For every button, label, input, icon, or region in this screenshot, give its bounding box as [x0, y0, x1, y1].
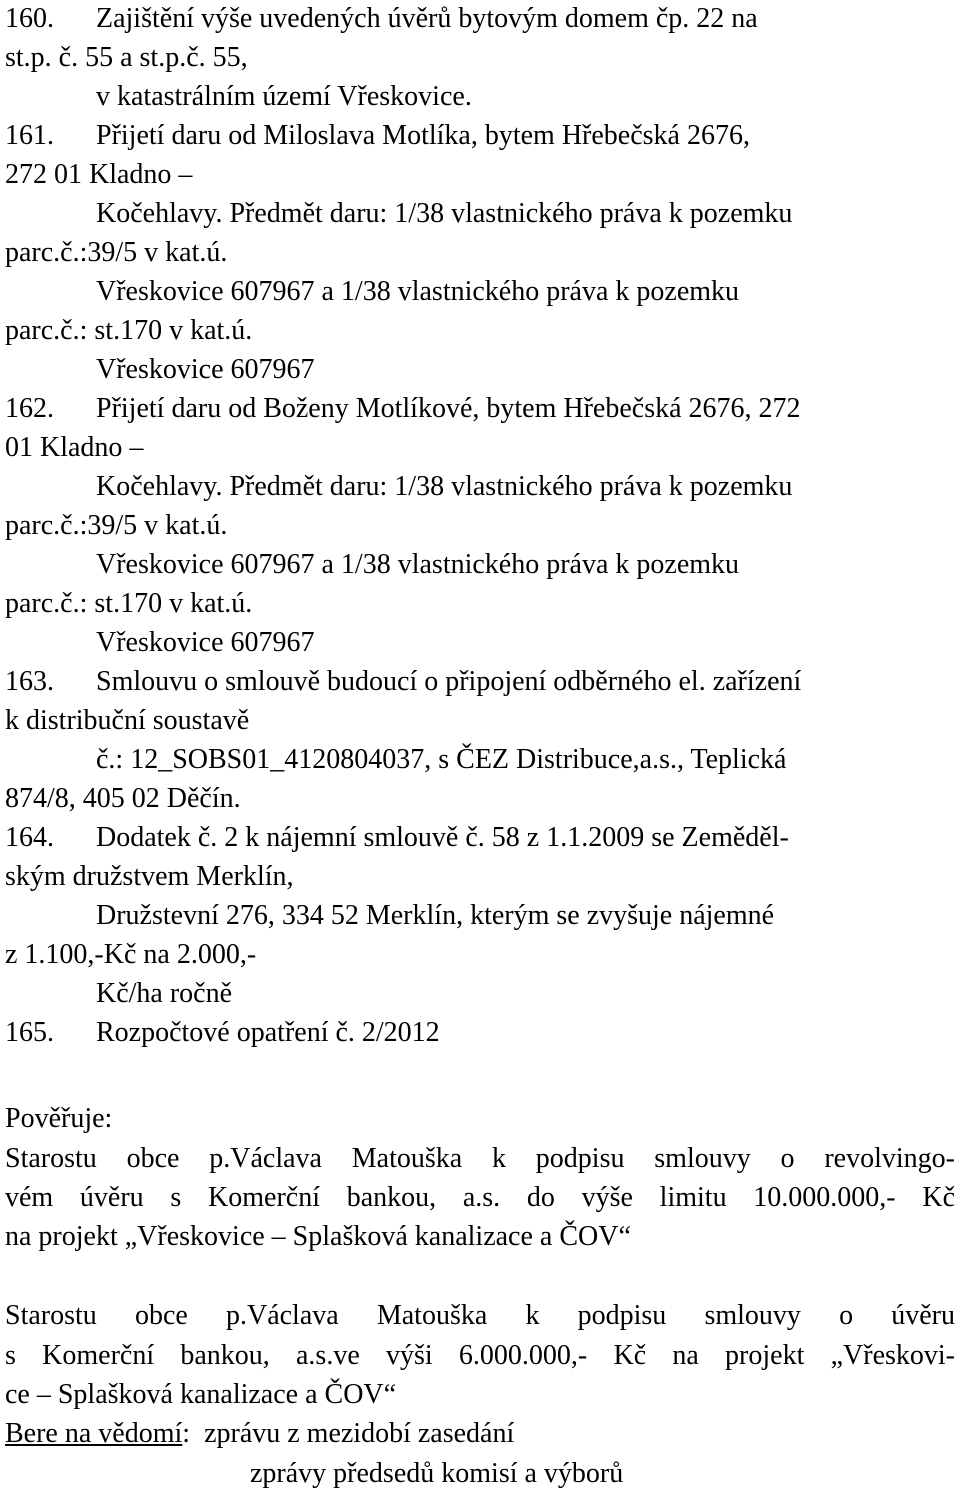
poveruje-para2-line-3: ce – Splašková kanalizace a ČOV“	[5, 1379, 397, 1410]
item-text: Přijetí daru od Miloslava Motlíka, bytem Hřebečská 2676,	[96, 120, 750, 151]
item-162-line-3: Kočehlavy. Předmět daru: 1/38 vlastnického práva k pozemku	[96, 471, 793, 502]
item-163-line-4: 874/8, 405 02 Děčín.	[5, 783, 241, 814]
item-text: Smlouvu o smlouvě budoucí o připojení odběrného el. zařízení	[96, 666, 802, 697]
item-161-line-4: parc.č.:39/5 v kat.ú.	[5, 237, 228, 268]
item-164-line-5: Kč/ha ročně	[96, 978, 233, 1009]
item-160-line-3: v katastrálním území Vřeskovice.	[96, 81, 472, 112]
item-number: 164.	[5, 822, 54, 853]
item-162-line-4: parc.č.:39/5 v kat.ú.	[5, 510, 228, 541]
item-text: Dodatek č. 2 k nájemní smlouvě č. 58 z 1.1.2009 se Zeměděl-	[96, 822, 789, 853]
item-160-line-2: st.p. č. 55 a st.p.č. 55,	[5, 42, 248, 73]
item-161-line-7: Vřeskovice 607967	[96, 354, 315, 385]
item-text: Přijetí daru od Boženy Motlíkové, bytem Hřebečská 2676, 272	[96, 393, 801, 424]
item-163-line-3: č.: 12_SOBS01_4120804037, s ČEZ Distribuce,a.s., Teplická	[96, 744, 787, 775]
item-165-line-1	[5, 1014, 440, 1052]
item-text: Zajištění výše uvedených úvěrů bytovým domem čp. 22 na	[96, 3, 758, 34]
bere-line-2: zprávy předsedů komisí a výborů	[250, 1458, 624, 1489]
item-number: 161.	[5, 120, 54, 151]
poveruje-heading: Pověřuje:	[5, 1103, 113, 1134]
item-164-line-1	[5, 819, 789, 857]
poveruje-para2-line-2: s Komerční bankou, a.s.ve výši 6.000.000,- Kč na projekt „Vřeskovi-	[5, 1340, 955, 1371]
item-162-line-2: 01 Kladno –	[5, 432, 144, 463]
item-number: 163.	[5, 666, 54, 697]
item-164-line-2: ským družstvem Merklín,	[5, 861, 294, 892]
bere-text-1: zprávu z mezidobí zasedání	[204, 1418, 515, 1449]
item-161-line-3: Kočehlavy. Předmět daru: 1/38 vlastnického práva k pozemku	[96, 198, 793, 229]
poveruje-para1-line-2: vém úvěru s Komerční bankou, a.s. do výše limitu 10.000.000,- Kč	[5, 1182, 955, 1213]
item-162-line-1	[5, 390, 801, 428]
poveruje-para1-line-3: na projekt „Vřeskovice – Splašková kanalizace a ČOV“	[5, 1221, 631, 1252]
item-163-line-2: k distribuční soustavě	[5, 705, 250, 736]
item-161-line-5: Vřeskovice 607967 a 1/38 vlastnického práva k pozemku	[96, 276, 740, 307]
item-number: 165.	[5, 1017, 54, 1048]
bere-colon: :	[182, 1418, 191, 1449]
poveruje-para2-line-1: Starostu obce p.Václava Matouška k podpisu smlouvy o úvěru	[5, 1300, 955, 1331]
item-162-line-6: parc.č.: st.170 v kat.ú.	[5, 588, 253, 619]
item-text: Rozpočtové opatření č. 2/2012	[96, 1017, 440, 1048]
bere-label: Bere na vědomí	[5, 1418, 183, 1449]
item-161-line-6: parc.č.: st.170 v kat.ú.	[5, 315, 253, 346]
item-161-line-2: 272 01 Kladno –	[5, 159, 193, 190]
item-161-line-1	[5, 117, 750, 155]
item-number: 160.	[5, 3, 54, 34]
bere-line-1	[5, 1415, 514, 1453]
item-160-line-1	[5, 0, 758, 38]
item-164-line-4: z 1.100,-Kč na 2.000,-	[5, 939, 257, 970]
item-162-line-7: Vřeskovice 607967	[96, 627, 315, 658]
poveruje-para1-line-1: Starostu obce p.Václava Matouška k podpisu smlouvy o revolvingo-	[5, 1143, 955, 1174]
item-163-line-1	[5, 663, 801, 701]
item-162-line-5: Vřeskovice 607967 a 1/38 vlastnického práva k pozemku	[96, 549, 740, 580]
item-number: 162.	[5, 393, 54, 424]
item-164-line-3: Družstevní 276, 334 52 Merklín, kterým se zvyšuje nájemné	[96, 900, 775, 931]
